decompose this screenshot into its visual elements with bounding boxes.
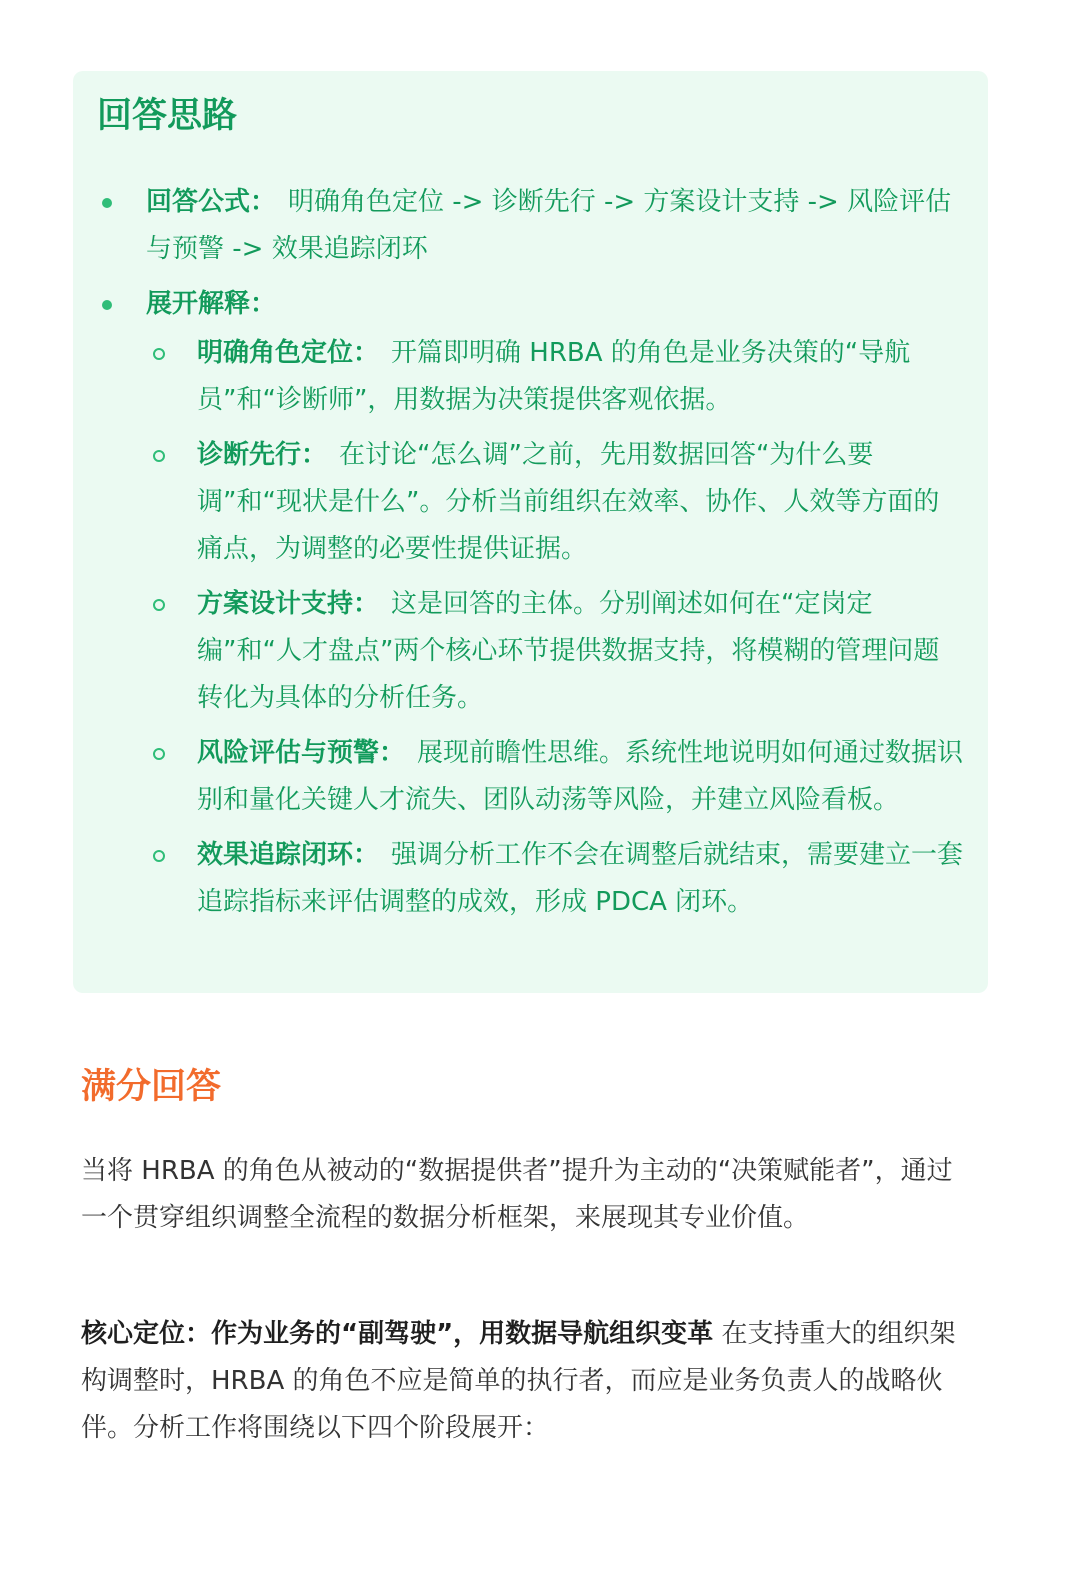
list-item xyxy=(97,330,964,424)
item-text: 强调分析工作不会在调整后就结束，需要建立一套追踪指标来评估调整的成效，形成 PDCA 闭环。 xyxy=(197,840,964,917)
answer-approach-card xyxy=(73,71,988,993)
item-text: 开篇即明确 HRBA 的角色是业务决策的“导航员”和“诊断师”，用数据为决策提供客观依据。 xyxy=(197,338,911,415)
full-answer-title: 满分回答 xyxy=(81,1067,222,1107)
bullet-ring-icon xyxy=(153,599,165,611)
formula-label: 回答公式： xyxy=(146,187,277,217)
explanation-sublist xyxy=(97,330,964,926)
bullet-dot-icon xyxy=(102,198,112,208)
core-positioning-paragraph xyxy=(81,1311,961,1452)
item-text: 在讨论“怎么调”之前，先用数据回答“为什么要调”和“现状是什么”。分析当前组织在效率、协作、人效等方面的痛点，为调整的必要性提供证据。 xyxy=(197,440,940,564)
formula-item xyxy=(97,179,964,273)
explanation-label: 展开解释： xyxy=(146,289,277,319)
item-label: 风险评估与预警： xyxy=(197,738,406,768)
formula-text: 明确角色定位 -> 诊断先行 -> 方案设计支持 -> 风险评估与预警 -> 效果追踪闭环 xyxy=(146,187,952,264)
bullet-ring-icon xyxy=(153,348,165,360)
bullet-ring-icon xyxy=(153,450,165,462)
item-label: 效果追踪闭环： xyxy=(197,840,380,870)
explanation-item xyxy=(97,281,964,926)
core-positioning-label: 核心定位：作为业务的“副驾驶”，用数据导航组织变革 xyxy=(81,1319,714,1349)
bullet-ring-icon xyxy=(153,850,165,862)
list-item xyxy=(97,730,964,824)
list-item xyxy=(97,432,964,573)
list-item xyxy=(97,832,964,926)
bullet-dot-icon xyxy=(102,300,112,310)
bullet-ring-icon xyxy=(153,748,165,760)
item-label: 明确角色定位： xyxy=(197,338,380,368)
approach-list xyxy=(97,179,964,926)
core-positioning-text: 在支持重大的组织架构调整时，HRBA 的角色不应是简单的执行者，而应是业务负责人的战略伙伴。分析工作将围绕以下四个阶段展开： xyxy=(81,1319,956,1443)
item-text: 这是回答的主体。分别阐述如何在“定岗定编”和“人才盘点”两个核心环节提供数据支持，将模糊的管理问题转化为具体的分析任务。 xyxy=(197,589,940,713)
list-item xyxy=(97,581,964,722)
item-label: 方案设计支持： xyxy=(197,589,380,619)
full-answer-intro: 当将 HRBA 的角色从被动的“数据提供者”提升为主动的“决策赋能者”，通过一个贯穿组织调整全流程的数据分析框架，来展现其专业价值。 xyxy=(81,1156,953,1233)
item-text: 展现前瞻性思维。系统性地说明如何通过数据识别和量化关键人才流失、团队动荡等风险，并建立风险看板。 xyxy=(197,738,964,815)
item-label: 诊断先行： xyxy=(197,440,328,470)
answer-approach-title: 回答思路 xyxy=(97,96,238,136)
